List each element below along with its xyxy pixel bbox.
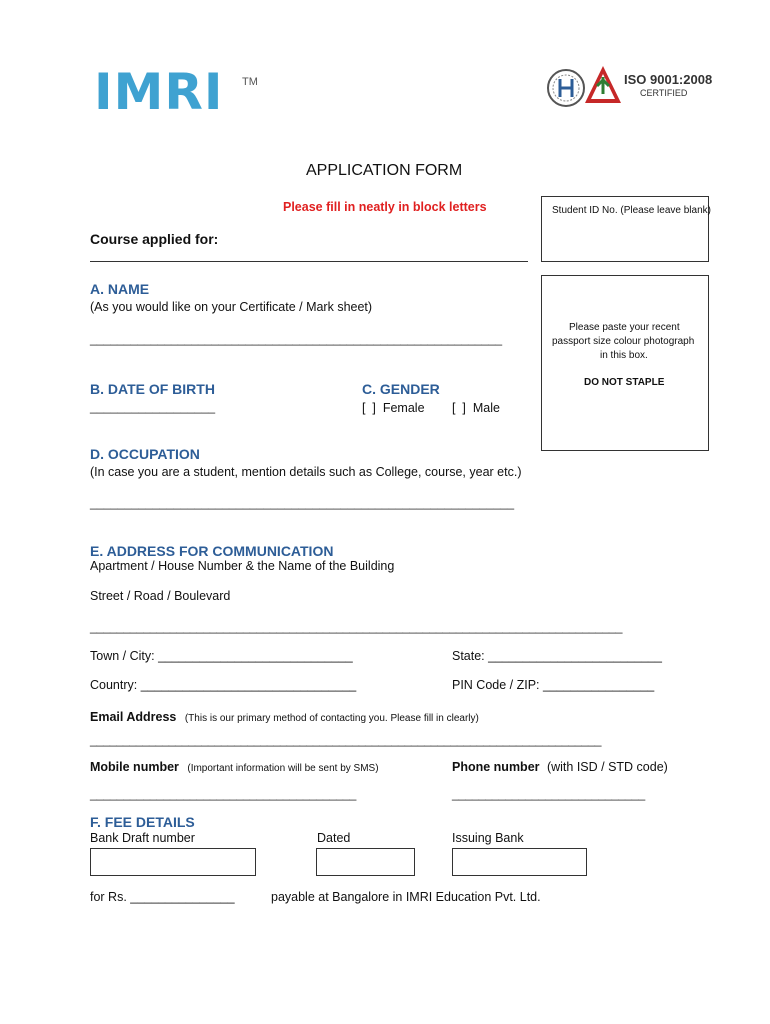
country-field[interactable]: Country: _______________________________ [90,678,357,692]
dob-heading: B. DATE OF BIRTH [90,381,215,397]
dob-field[interactable]: __________________ [90,400,216,414]
apartment-label: Apartment / House Number & the Name of the Building [90,559,395,573]
dated-input[interactable] [316,848,415,876]
name-hint: (As you would like on your Certificate / Mark sheet) [90,300,373,314]
form-instruction: Please fill in neatly in block letters [283,200,487,214]
iso-title: ISO 9001:2008 [624,72,713,87]
mobile-label: Mobile number [90,760,179,774]
student-id-box[interactable] [541,196,709,262]
dated-label: Dated [317,831,351,845]
email-label: Email Address [90,710,177,724]
gender-heading: C. GENDER [362,381,440,397]
iso-subtitle: CERTIFIED [640,88,688,98]
phone-label-row [452,758,668,776]
course-line[interactable] [90,261,528,262]
amount-field[interactable]: for Rs. _______________ [90,890,235,904]
certification-seal-icon [546,68,586,108]
form-title: APPLICATION FORM [306,162,463,179]
bank-label: Issuing Bank [452,831,524,845]
logo-text: IMRI [94,63,224,121]
photo-line-1: Please paste your recent [569,322,680,333]
gender-male-checkbox[interactable]: [ ] Male [452,401,500,415]
town-field[interactable]: Town / City: ____________________________ [90,649,353,663]
occupation-field[interactable]: _____________________________________________________________ [90,496,515,510]
issuing-bank-input[interactable] [452,848,587,876]
name-heading: A. NAME [90,281,150,297]
address-heading: E. ADDRESS FOR COMMUNICATION [90,543,334,559]
street-label: Street / Road / Boulevard [90,589,231,603]
mobile-label-row [90,758,379,776]
imri-logo [94,62,223,122]
state-field[interactable]: State: _________________________ [452,649,662,663]
phone-field[interactable]: _____________________________ [452,787,645,801]
pin-field[interactable]: PIN Code / ZIP: ________________ [452,678,655,692]
student-id-label: Student ID No. (Please leave blank) [552,205,711,216]
logo-trademark: TM [242,76,258,88]
iso-triangle-icon [583,64,623,106]
photo-warning: DO NOT STAPLE [584,377,665,388]
name-field[interactable]: _____________________________________________________________ [90,332,502,346]
phone-hint: (with ISD / STD code) [546,760,668,774]
mobile-field[interactable]: ________________________________________ [90,787,357,801]
gender-female-checkbox[interactable]: [ ] Female [362,401,425,415]
street-field[interactable]: ________________________________________________________________________________ [90,620,623,634]
draft-number-input[interactable] [90,848,256,876]
email-hint: (This is our primary method of contacting you. Please fill in clearly) [184,713,479,724]
occupation-heading: D. OCCUPATION [90,446,200,462]
photo-line-3: in this box. [600,350,648,361]
fee-heading: F. FEE DETAILS [90,814,195,830]
photo-box[interactable] [541,275,709,451]
occupation-hint: (In case you are a student, mention details such as College, course, year etc.) [90,465,522,479]
mobile-hint: (Important information will be sent by SMS) [187,763,379,774]
photo-line-2: passport size colour photograph [552,336,695,347]
email-label-row [90,708,479,726]
email-field[interactable]: ______________________________________________________________________________ [90,733,602,747]
course-label: Course applied for: [90,231,219,247]
phone-label: Phone number [452,760,540,774]
payable-text: payable at Bangalore in IMRI Education Pvt. Ltd. [271,890,541,904]
draft-label: Bank Draft number [90,831,195,845]
